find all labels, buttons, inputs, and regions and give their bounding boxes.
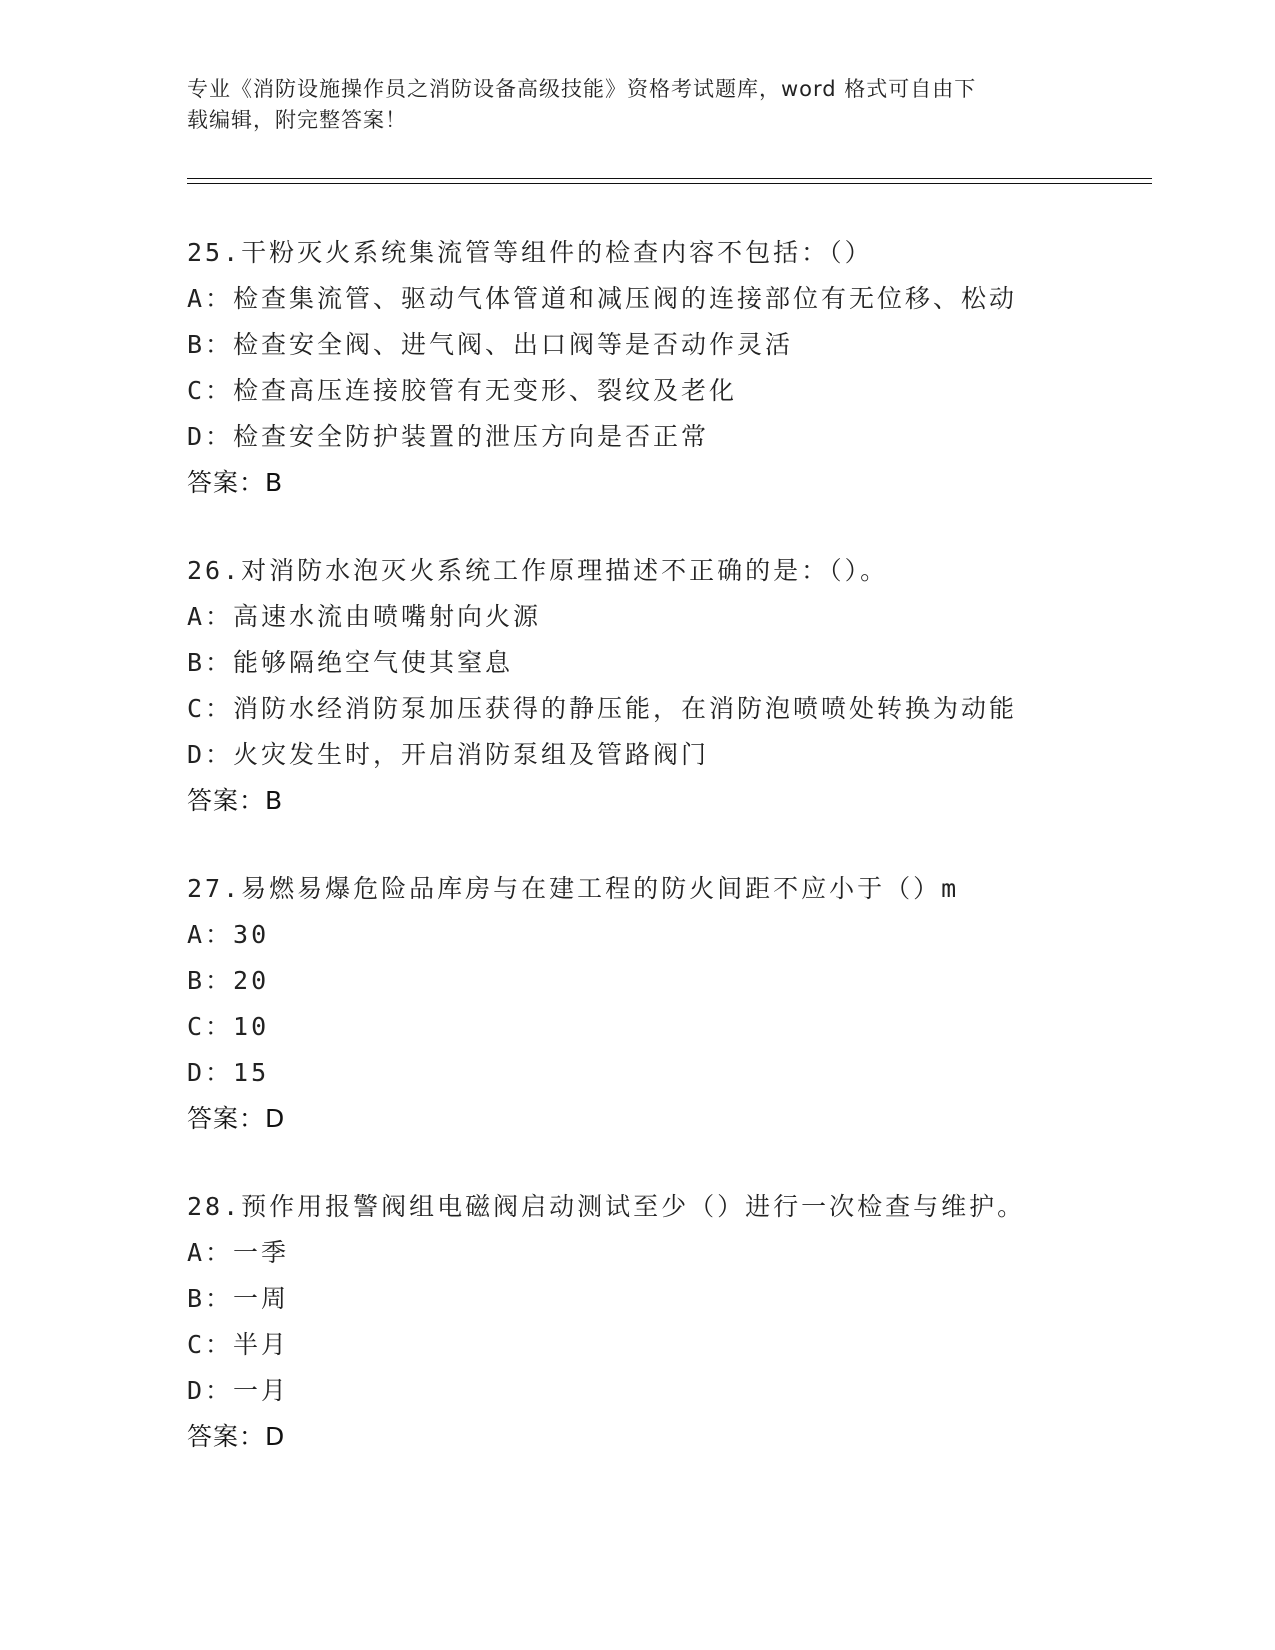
answer-line: 答案：D (187, 1422, 286, 1451)
question-28 (187, 1184, 1167, 1460)
option-c: C：半月 (187, 1330, 290, 1359)
question-stem: 28.预作用报警阀组电磁阀启动测试至少（）进行一次检查与维护。 (187, 1192, 1026, 1221)
option-c: C：10 (187, 1012, 270, 1041)
option-c: C：检查高压连接胶管有无变形、裂纹及老化 (187, 376, 738, 405)
option-b: B：20 (187, 966, 270, 995)
option-d: D：15 (187, 1058, 270, 1087)
header-line-2: 载编辑，附完整答案！ (187, 108, 407, 132)
answer-line: 答案：B (187, 468, 284, 497)
option-c: C：消防水经消防泵加压获得的静压能，在消防泡喷喷处转换为动能 (187, 694, 1018, 723)
question-stem: 27.易燃易爆危险品库房与在建工程的防火间距不应小于（）m (187, 874, 960, 903)
question-stem: 26.对消防水泡灭火系统工作原理描述不正确的是：（）。 (187, 556, 889, 585)
header-divider-bottom (187, 183, 1152, 184)
option-a: A：高速水流由喷嘴射向火源 (187, 602, 542, 631)
option-a: A：一季 (187, 1238, 290, 1267)
option-d: D：火灾发生时，开启消防泵组及管路阀门 (187, 740, 710, 769)
option-d: D：检查安全防护装置的泄压方向是否正常 (187, 422, 710, 451)
answer-line: 答案：D (187, 1104, 286, 1133)
question-25 (187, 230, 1167, 506)
option-a: A：30 (187, 920, 270, 949)
answer-line: 答案：B (187, 786, 284, 815)
option-a: A：检查集流管、驱动气体管道和减压阀的连接部位有无位移、松动 (187, 284, 1018, 313)
header-line-1: 专业《消防设施操作员之消防设备高级技能》资格考试题库，word 格式可自由下 (187, 77, 977, 101)
option-b: B：一周 (187, 1284, 290, 1313)
option-b: B：能够隔绝空气使其窒息 (187, 648, 514, 677)
question-27 (187, 866, 1167, 1142)
document-header (187, 74, 1087, 136)
question-26 (187, 548, 1167, 824)
header-divider-top (187, 178, 1152, 179)
option-d: D：一月 (187, 1376, 290, 1405)
question-stem: 25.干粉灭火系统集流管等组件的检查内容不包括：（） (187, 238, 873, 267)
option-b: B：检查安全阀、进气阀、出口阀等是否动作灵活 (187, 330, 794, 359)
